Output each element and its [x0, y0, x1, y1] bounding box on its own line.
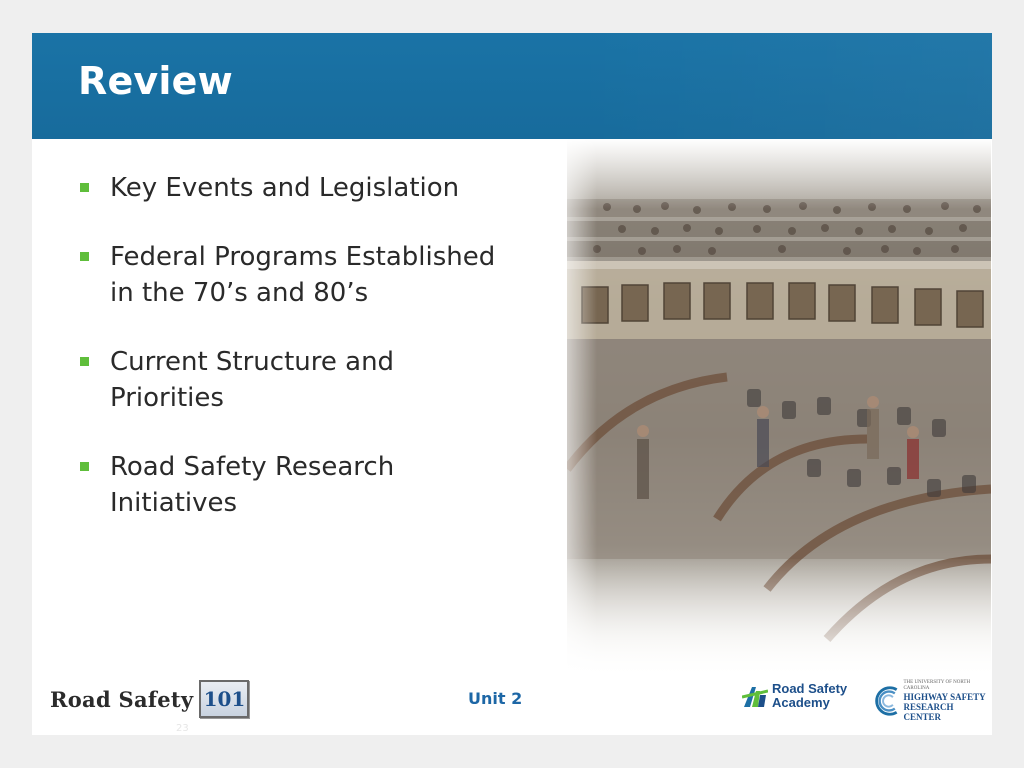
bullet-text: Federal Programs Established — [110, 242, 496, 272]
hsrc-university-line: THE UNIVERSITY OF NORTH CAROLINA — [903, 680, 971, 691]
bullet-square-icon — [80, 252, 89, 261]
unit-label: Unit 2 — [468, 689, 523, 708]
photo-fade — [567, 559, 991, 679]
slide — [32, 33, 992, 735]
chamber-photo — [567, 139, 991, 679]
bullet-text-continued: Initiatives — [110, 488, 238, 518]
bullet-square-icon — [80, 183, 89, 192]
slide-title: Review — [78, 59, 233, 103]
road-safety-academy-line2: Academy — [772, 695, 830, 710]
bullet-text: Road Safety Research — [110, 452, 395, 482]
bullet-text-continued: Priorities — [110, 383, 224, 413]
title-bar-shade — [567, 33, 992, 139]
bullet-item — [80, 344, 550, 416]
hsrc-logo — [874, 680, 992, 722]
road-safety-101-badge: 101 — [199, 680, 249, 718]
bullet-item — [80, 170, 550, 206]
bullet-text-continued: in the 70’s and 80’s — [110, 278, 369, 308]
road-safety-academy-logo — [742, 681, 847, 711]
bullet-square-icon — [80, 357, 89, 366]
hsrc-line2: RESEARCH CENTER — [903, 702, 954, 722]
road-safety-101-logo-text: Road Safety — [50, 686, 194, 712]
title-bar — [32, 33, 992, 139]
road-safety-academy-icon — [742, 681, 768, 711]
bullet-square-icon — [80, 462, 89, 471]
bullet-item — [80, 449, 550, 521]
bullet-text: Current Structure and — [110, 347, 395, 377]
bullet-list — [80, 170, 550, 554]
road-safety-101-logo — [50, 679, 249, 719]
road-safety-academy-line1: Road Safety — [772, 681, 848, 696]
hsrc-swirl-icon — [874, 683, 900, 719]
hsrc-line1: HIGHWAY SAFETY — [903, 692, 986, 702]
photo-fade — [567, 139, 991, 209]
bullet-text: Key Events and Legislation — [110, 173, 460, 203]
bullet-item — [80, 239, 550, 311]
slide-number: 23 — [176, 723, 189, 734]
